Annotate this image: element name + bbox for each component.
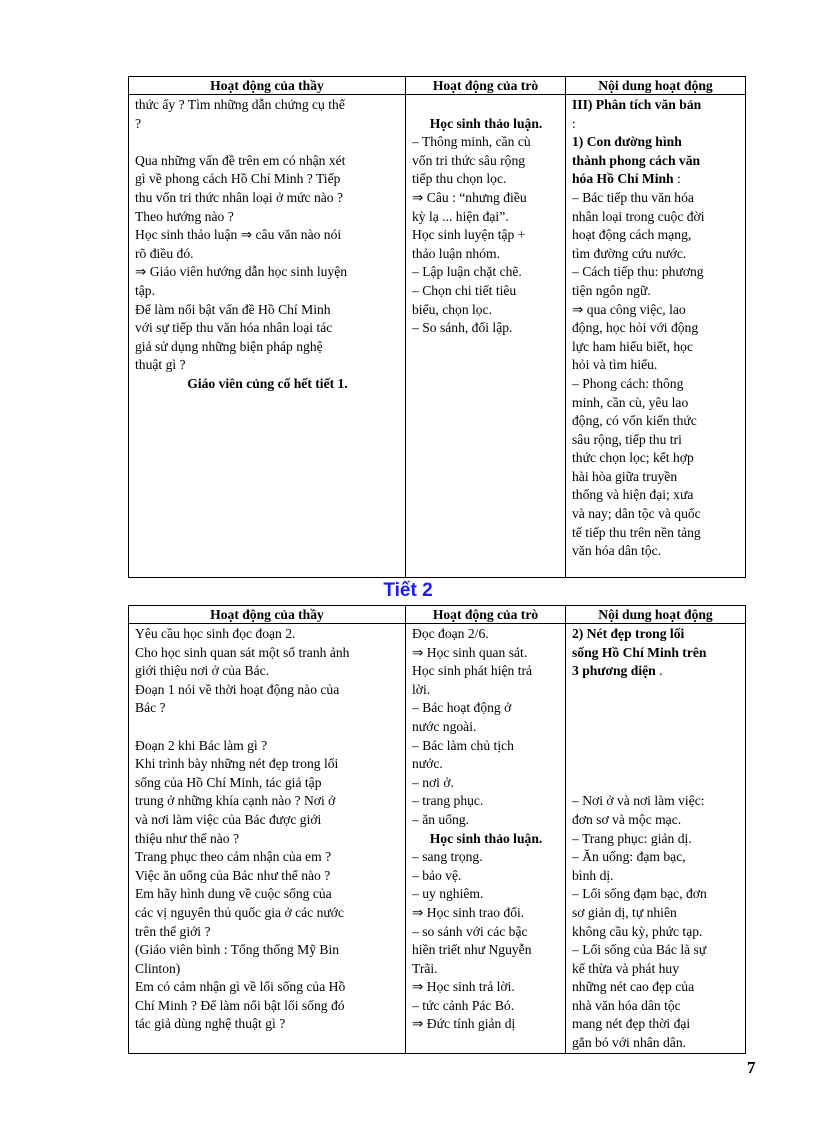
content-text-line: văn hóa dân tộc. xyxy=(572,543,662,559)
content-text-line: ⇒ qua công việc, lao xyxy=(572,301,686,317)
student-text-line: ⇒ Học sinh trao đổi. xyxy=(412,904,525,920)
content-text-line: nhân loại trong cuộc đời xyxy=(572,208,705,224)
teacher-text-line: Bác ? xyxy=(135,700,166,716)
student-text-line: Trãi. xyxy=(412,960,438,976)
content-cell-2 xyxy=(566,624,746,1054)
content-text-line: không cầu kỳ, phức tạp. xyxy=(572,923,703,939)
student-text-line: vốn tri thức sâu rộng xyxy=(412,152,526,168)
header-content: Nội dung hoạt động xyxy=(566,606,746,624)
student-text-line: – tức cảnh Pác Bó. xyxy=(412,997,515,1013)
content-text-line: động, học hỏi với động xyxy=(572,320,699,336)
activity-table-2 xyxy=(128,605,746,1054)
student-text-line: lời. xyxy=(412,681,431,697)
teacher-text-line: Em có cảm nhận gì về lối sống của Hồ xyxy=(135,979,346,995)
teacher-text-line: Chí Minh ? Để làm nổi bật lối sống đó xyxy=(135,997,345,1013)
teacher-text-line: và nơi làm việc của Bác được giới xyxy=(135,811,322,827)
content-text-line: mang nét đẹp thời đại xyxy=(572,1016,691,1032)
teacher-text-line: thuật gì ? xyxy=(135,357,186,373)
teacher-text-line: với sự tiếp thu văn hóa nhân loại tác xyxy=(135,320,333,336)
student-text-line: – uy nghiêm. xyxy=(412,886,484,902)
student-cell-2 xyxy=(406,624,566,1054)
student-text-line: – So sánh, đối lập. xyxy=(412,320,513,336)
teacher-text-line: Qua những vấn đề trên em có nhận xét xyxy=(135,152,346,168)
teacher-text-line: giới thiệu nơi ở của Bác. xyxy=(135,663,270,679)
teacher-cell-1 xyxy=(129,95,406,578)
student-discussion-label: Học sinh thảo luận. xyxy=(429,115,543,131)
student-text-line: – Chọn chi tiết tiêu xyxy=(412,282,517,298)
content-text-line: – Phong cách: thông xyxy=(572,375,684,391)
student-text-line: hiền triết như Nguyễn xyxy=(412,942,532,958)
teacher-text-line: Theo hướng nào ? xyxy=(135,208,234,224)
content-text-line: sơ giản dị, tự nhiên xyxy=(572,904,677,920)
student-text-line: nước. xyxy=(412,756,443,772)
student-cell-1 xyxy=(406,95,566,578)
teacher-text-line: Đoạn 2 khi Bác làm gì ? xyxy=(135,737,268,753)
content-text-line: tế tiếp thu trên nền tảng xyxy=(572,524,701,540)
content-cell-1 xyxy=(566,95,746,578)
content-text-line: động, có vốn kiến thức xyxy=(572,413,697,429)
teacher-text-line: thu vốn tri thức nhân loại ở mức nào ? xyxy=(135,189,344,205)
teacher-text-line: thiệu như thế nào ? xyxy=(135,830,240,846)
activity-table-1 xyxy=(128,76,746,578)
page-number: 7 xyxy=(747,1058,756,1077)
student-text-line: ⇒ Học sinh trả lời. xyxy=(412,979,515,995)
teacher-text-line: sống của Hồ Chí Minh, tác giả tập xyxy=(135,774,322,790)
subsection-title-suffix: . xyxy=(655,663,663,679)
teacher-text-line: ⇒ Giáo viên hướng dẫn học sinh luyện xyxy=(135,264,348,280)
student-text-line: – nơi ở. xyxy=(412,774,454,790)
content-text-line: bình dị. xyxy=(572,867,614,883)
section-title: III) Phân tích văn bản xyxy=(572,97,702,112)
teacher-text-line: Đoạn 1 nói về thời hoạt động nào của xyxy=(135,681,340,697)
header-teacher: Hoạt động của thầy xyxy=(129,606,406,624)
teacher-text-line: trên thế giới ? xyxy=(135,923,211,939)
student-text-line: ⇒ Đức tính giản dị xyxy=(412,1016,516,1032)
section-colon: : xyxy=(572,115,576,131)
content-text-line: hoạt động cách mạng, xyxy=(572,227,692,243)
student-text-line: – Bác làm chủ tịch xyxy=(412,737,514,753)
subsection-title-line: sống Hồ Chí Minh trên xyxy=(572,644,707,660)
content-text-line: những nét cao đẹp của xyxy=(572,979,695,995)
teacher-text-line: các vị nguyên thủ quốc gia ở các nước xyxy=(135,904,344,920)
teacher-text-line: Học sinh thảo luận ⇒ câu văn nào nói xyxy=(135,227,342,243)
content-text-line: hài hòa giữa truyền xyxy=(572,468,678,484)
content-text-line: thống và hiện đại; xưa xyxy=(572,487,694,503)
content-text-line: đơn sơ và mộc mạc. xyxy=(572,811,682,827)
subsection-title-line: 3 phương diện xyxy=(572,663,656,679)
content-text-line: và nay; dân tộc và quốc xyxy=(572,506,701,522)
teacher-text-line: tập. xyxy=(135,282,156,298)
header-student: Hoạt động của trò xyxy=(406,77,566,95)
student-text-line: – so sánh với các bậc xyxy=(412,923,528,939)
content-text-line: – Bác tiếp thu văn hóa xyxy=(572,189,694,205)
content-text-line: – Lối sống đạm bạc, đơn xyxy=(572,886,707,902)
teacher-text-line: Trang phục theo cảm nhận của em ? xyxy=(135,849,332,865)
student-text-line: – trang phục. xyxy=(412,793,484,809)
student-text-line: – Lập luận chặt chẽ. xyxy=(412,264,522,280)
teacher-text-line xyxy=(135,718,400,737)
teacher-text-line: tác giả dùng nghệ thuật gì ? xyxy=(135,1016,286,1032)
header-student: Hoạt động của trò xyxy=(406,606,566,624)
content-text-line: kế thừa và phát huy xyxy=(572,960,680,976)
content-text-line: nhà văn hóa dân tộc xyxy=(572,997,681,1013)
teacher-text-line: Clinton) xyxy=(135,960,181,976)
content-text-line: lực ham hiểu biết, học xyxy=(572,338,693,354)
content-text-line: – Ăn uống: đạm bạc, xyxy=(572,849,686,865)
student-text-line: thảo luận nhóm. xyxy=(412,245,500,261)
teacher-text-line: Yêu cầu học sinh đọc đoạn 2. xyxy=(135,626,296,641)
student-text-line: biểu, chọn lọc. xyxy=(412,301,493,317)
content-text-line: – Nơi ở và nơi làm việc: xyxy=(572,793,705,809)
content-text-line: hỏi và tìm hiểu. xyxy=(572,357,658,373)
student-text-line: Học sinh phát hiện trả xyxy=(412,663,533,679)
content-text-line: – Lối sống của Bác là sự xyxy=(572,942,707,958)
subsection-title-line: 2) Nét đẹp trong lối xyxy=(572,626,685,641)
subsection-title-line: thành phong cách văn xyxy=(572,152,701,168)
subsection-title-suffix: : xyxy=(673,171,681,187)
student-text-line: – sang trọng. xyxy=(412,849,483,865)
teacher-text-line: thức ấy ? Tìm những dẫn chứng cụ thể xyxy=(135,97,345,112)
header-teacher: Hoạt động của thầy xyxy=(129,77,406,95)
student-text-line: ⇒ Học sinh quan sát. xyxy=(412,644,528,660)
content-text-line: tìm đường cứu nước. xyxy=(572,245,687,261)
content-text-line: – Cách tiếp thu: phương xyxy=(572,264,704,280)
student-text-line: – Thông minh, cần cù xyxy=(412,134,531,150)
student-text-line: – Bác hoạt động ở xyxy=(412,700,512,716)
teacher-text-line: ? xyxy=(135,115,142,131)
content-text-line: sâu rộng, tiếp thu tri xyxy=(572,431,682,447)
teacher-text-line: gì về phong cách Hồ Chí Minh ? Tiếp xyxy=(135,171,341,187)
teacher-text-line xyxy=(135,133,400,152)
content-text-line: thức chọn lọc; kết hợp xyxy=(572,450,694,466)
student-text-line: – bảo vệ. xyxy=(412,867,462,883)
teacher-text-line: Khi trình bày những nét đẹp trong lối xyxy=(135,756,339,772)
teacher-text-line: Để làm nổi bật vấn đề Hồ Chí Minh xyxy=(135,301,331,317)
teacher-summary: Giáo viên củng cố hết tiết 1. xyxy=(187,375,348,391)
lesson-heading: Tiết 2 xyxy=(383,580,433,601)
teacher-text-line: trung ở những khía cạnh nào ? Nơi ở xyxy=(135,793,336,809)
header-content: Nội dung hoạt động xyxy=(566,77,746,95)
student-text-line: – ăn uống. xyxy=(412,811,470,827)
student-discussion-label: Học sinh thảo luận. xyxy=(429,830,543,846)
teacher-text-line: rõ điều đó. xyxy=(135,245,194,261)
subsection-title-line: hóa Hồ Chí Minh xyxy=(572,171,674,187)
teacher-text-line: Cho học sinh quan sát một số tranh ảnh xyxy=(135,644,350,660)
teacher-text-line: Việc ăn uống của Bác như thế nào ? xyxy=(135,867,331,883)
content-text-line: – Trang phục: giản dị. xyxy=(572,830,692,846)
student-text-line: Đọc đoạn 2/6. xyxy=(412,626,489,641)
content-text-line: gắn bó với nhân dân. xyxy=(572,1035,687,1051)
teacher-text-line: Em hãy hình dung về cuộc sống của xyxy=(135,886,332,902)
teacher-text-line: (Giáo viên bình : Tổng thống Mỹ Bin xyxy=(135,942,340,958)
student-text-line: kỳ lạ ... hiện đại”. xyxy=(412,208,509,224)
content-text-line: tiện ngôn ngữ. xyxy=(572,282,651,298)
student-text-line: tiếp thu chọn lọc. xyxy=(412,171,507,187)
subsection-title-line: 1) Con đường hình xyxy=(572,134,682,150)
student-text-line: nước ngoài. xyxy=(412,718,477,734)
student-text-line: ⇒ Câu : “nhưng điều xyxy=(412,189,527,205)
content-text-line: minh, cần cù, yêu lao xyxy=(572,394,689,410)
student-text-line: Học sinh luyện tập + xyxy=(412,227,526,243)
teacher-text-line: giả sử dụng những biện pháp nghệ xyxy=(135,338,323,354)
teacher-cell-2 xyxy=(129,624,406,1054)
